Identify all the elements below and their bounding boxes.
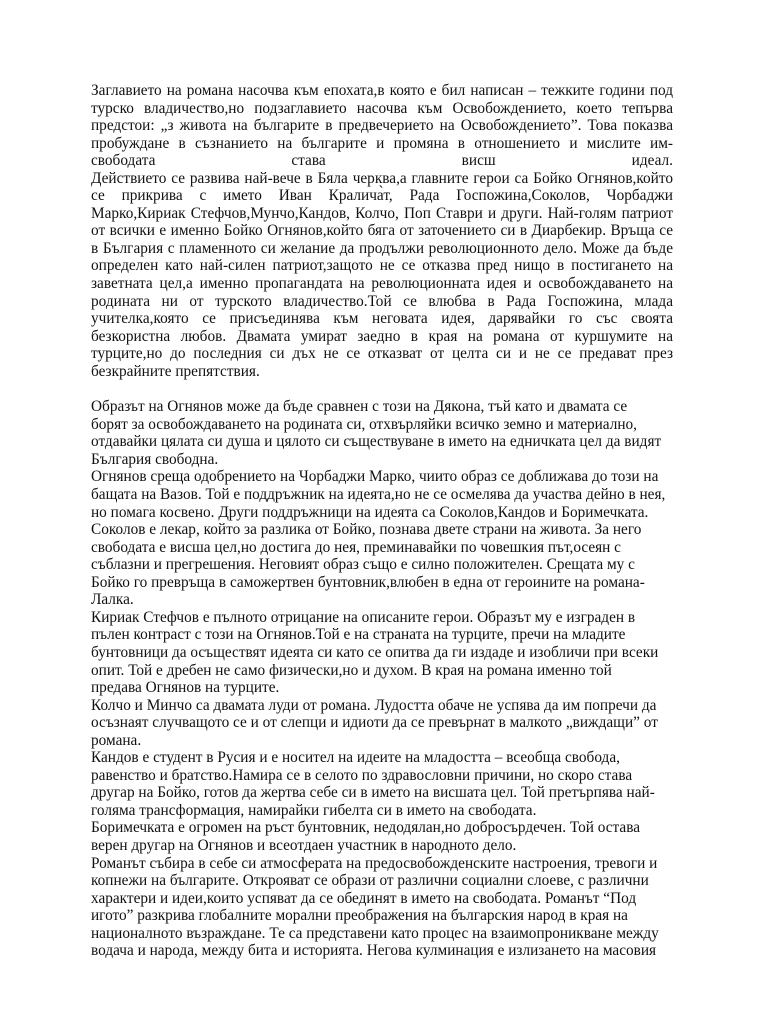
text-line: България свободна. [91, 450, 219, 468]
text-line: Соколов е лекар, който за разлика от Бойко, познава двете страни на живота. За него [91, 521, 642, 539]
text-line: характери и идеи,които успяват да се обединят в името на свободата. Романът “Под [91, 889, 637, 907]
paragraph-section-2 [91, 398, 673, 960]
text-line: Марко,Кириак Стефчов,Мунчо,Кандов, Колчо, Поп Ставри и други. Най-голям патриот [91, 204, 673, 222]
text-line: но помага косвено. Други поддръжници на идеята са Соколов,Кандов и Боримечката. [91, 503, 649, 521]
text-line: бащата на Вазов. Той е поддръжник на идеята,но не се осмелява да участва дейно в нея, [91, 486, 666, 504]
text-line: турско владичество,но подзаглавието насочва към Освобождението, което тепърва [91, 99, 673, 117]
text-line: в България с пламенното си желание да продължи революционното дело. Може да бъде [91, 239, 673, 257]
text-line: Действието се развива най-вече в Бяла черква,а главните герои са Бойко Огнянов,който [91, 169, 673, 187]
text-line: се прикрива с името Иван Кралича̀т, Рада Госпожина,Соколов, Чорбаджи [91, 187, 673, 205]
text-line: Кириак Стефчов е пълното отрицание на описаните герои. Образът му е изграден в [91, 608, 636, 626]
text-line: отдавайки цялата си душа и цялото си съществуване в името на едничката цел да видят [91, 433, 662, 451]
text-line: Боримечката е огромен на ръст бунтовник, недодялан,но добросърдечен. Той остава [91, 819, 641, 837]
text-line: безкрайните препятствия. [91, 362, 260, 380]
text-line: Романът събира в себе си атмосферата на предосвобожденските настроения, тревоги и [91, 854, 658, 872]
text-line: верен другар на Огнянов и всеотдаен участник в народното дело. [91, 836, 517, 854]
text-line: родината ни от турското владичество.Той се влюбва в Рада Госпожина, млада [91, 292, 673, 310]
text-line: Огнянов среща одобрението на Чорбаджи Марко, чиито образ се доближава до този на [91, 468, 659, 486]
text-line: опит. Той е дребен не само физически,но и духом. В края на романа именно той [91, 661, 612, 679]
text-line: бунтовници да осъществят идеята си като се опитва да ги издаде и изобличи при всеки [91, 643, 659, 661]
text-line: осъзнаят случващото се и от слепци и идиоти да се превърнат в малкото „виждащи” от [91, 714, 658, 732]
text-line: заветната цел,а именно пропагандата на революционната идея и освобождаването на [91, 275, 673, 293]
text-line: Образът на Огнянов може да бъде сравнен с този на Дякона, тъй като и двамата се [91, 398, 628, 416]
text-line: Бойко го превръща в саможертвен бунтовник,влюбен в една от героините на романа- [91, 573, 645, 591]
text-line: предстои: „з живота на българите в предвечерието на Освобождението”. Това показва [91, 117, 673, 135]
text-line: другар на Бойко, готов да жертва себе си в името на висшата цел. Той претърпява най- [91, 784, 655, 802]
text-line: игото” разкрива глобалните морални преображения на българския народ в края на [91, 907, 628, 925]
text-line: пълен контраст с този на Огнянов.Той е на страната на турците, пречи на младите [91, 626, 626, 644]
text-line: копнежи на българите. Открояват се образи от различни социални слоеве, с различни [91, 872, 649, 890]
text-line: борят за освобождаването на родината си, отхвърляйки всичко земно и материално, [91, 415, 637, 433]
text-line: Заглавието на романа насочва към епохата,в която е бил написан – тежките години под [91, 82, 673, 99]
text-line: предава Огнянов на турците. [91, 679, 280, 697]
paragraph-section-1 [91, 82, 673, 380]
text-line: безкористна любов. Двамата умират заедно в края на романа от куршумите на [91, 327, 673, 345]
text-line: водача и народа, между бита и историята. Негова кулминация е излизането на масовия [91, 942, 657, 960]
text-line: пробуждане в съзнанието на българите и промяна в отношението и мислите им- [91, 134, 673, 152]
text-line: свободата е висша цел,но достига до нея, преминавайки по човешкия път,осеян с [91, 538, 621, 556]
text-line: от всички е именно Бойко Огнянов,който бяга от заточението си в Диарбекир. Връща се [91, 222, 673, 240]
text-line: Кандов е студент в Русия и е носител на идеите на младостта – всеобща свобода, [91, 749, 620, 767]
text-line: турците,но до последния си дъх не се отказват от целта си и не се предават през [91, 345, 673, 363]
text-line: съблазни и прегрешения. Неговият образ също е силно положителен. Срещата му с [91, 556, 635, 574]
document-page [91, 82, 673, 960]
text-line: националното възраждане. Те са представени като процес на взаимопроникване между [91, 924, 659, 942]
text-line: свободата става висш идеал. [91, 152, 673, 170]
text-line: голяма трансформация, намирайки гибелта си в името на свободата. [91, 801, 537, 819]
text-line: Лалка. [91, 591, 134, 609]
text-line: Колчо и Минчо са двамата луди от романа. Лудостта обаче не успява да им попречи да [91, 696, 657, 714]
text-line: романа. [91, 731, 142, 749]
text-line: определен като най-силен патриот,защото не се отказва пред нищо в постигането на [91, 257, 673, 275]
paragraph-gap [91, 380, 673, 398]
text-line: учителка,която се присъединява към неговата идея, дарявайки го със своята [91, 310, 673, 328]
text-line: равенство и братство.Намира се в селото по здравословни причини, но скоро става [91, 766, 633, 784]
